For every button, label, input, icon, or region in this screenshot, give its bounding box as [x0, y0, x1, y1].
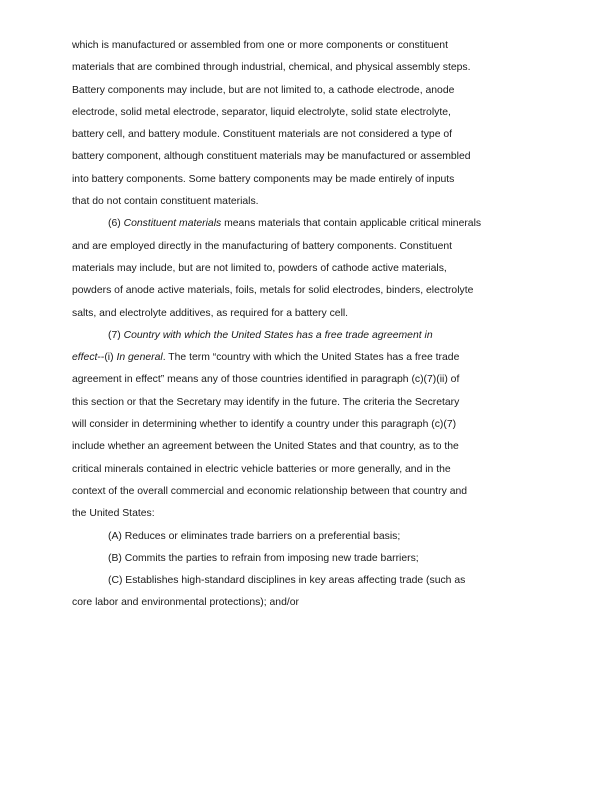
body-line: salts, and electrolyte additives, as required for a battery cell.	[72, 307, 349, 319]
paragraph-6-first-line	[72, 213, 552, 235]
body-line: materials may include, but are not limited to, powders of cathode active materials,	[72, 262, 447, 274]
defined-term-continued: effect	[72, 352, 98, 364]
defined-term: Country with which the United States has a free trade agreement in	[123, 329, 433, 341]
body-line: into battery components. Some battery components may be made entirely of inputs	[72, 173, 455, 185]
body-line: agreement in effect” means any of those countries identified in paragraph (c)(7)(ii) of	[72, 374, 460, 386]
document-body	[72, 35, 552, 615]
body-line: which is manufactured or assembled from one or more components or constituent	[72, 40, 448, 51]
subparagraph-heading: In general	[116, 352, 163, 364]
subparagraph-marker: --(i)	[97, 352, 117, 364]
body-line: battery cell, and battery module. Constituent materials are not considered a type of	[72, 129, 453, 141]
criterion-a: (A) Reduces or eliminates trade barriers on a preferential basis;	[108, 530, 401, 542]
body-line: will consider in determining whether to identify a country under this paragraph (c)(7)	[72, 419, 457, 431]
body-line: materials that are combined through industrial, chemical, and physical assembly steps.	[72, 62, 471, 74]
body-line: context of the overall commercial and economic relationship between that country and	[72, 485, 468, 497]
body-line: that do not contain constituent materials.	[72, 196, 259, 208]
body-line: this section or that the Secretary may identify in the future. The criteria the Secretary	[72, 396, 460, 408]
body-line: include whether an agreement between the United States and that country, as to the	[72, 441, 459, 453]
definition-text: . The term “country with which the United States has a free trade	[162, 352, 460, 364]
body-line: core labor and environmental protections); and/or	[72, 597, 299, 609]
body-line: critical minerals contained in electric vehicle batteries or more generally, and in the	[72, 463, 451, 475]
paragraph-7-second-line	[72, 347, 552, 369]
criterion-c: (C) Establishes high-standard disciplines in key areas affecting trade (such as	[108, 575, 466, 587]
criterion-b: (B) Commits the parties to refrain from imposing new trade barriers;	[108, 552, 419, 564]
paragraph-number: (6)	[108, 218, 124, 230]
body-line: powders of anode active materials, foils, metals for solid electrodes, binders, electrolyte	[72, 285, 474, 297]
defined-term: Constituent materials	[123, 218, 222, 230]
body-line: the United States:	[72, 508, 155, 520]
paragraph-7-first-line	[72, 325, 552, 347]
paragraph-number: (7)	[108, 329, 124, 341]
body-line: Battery components may include, but are not limited to, a cathode electrode, anode	[72, 84, 455, 96]
body-line: battery component, although constituent materials may be manufactured or assembled	[72, 151, 471, 163]
definition-text: means materials that contain applicable critical minerals	[221, 218, 482, 230]
body-line: and are employed directly in the manufacturing of battery components. Constituent	[72, 240, 453, 252]
body-line: electrode, solid metal electrode, separator, liquid electrolyte, solid state electrolyte,	[72, 106, 451, 118]
